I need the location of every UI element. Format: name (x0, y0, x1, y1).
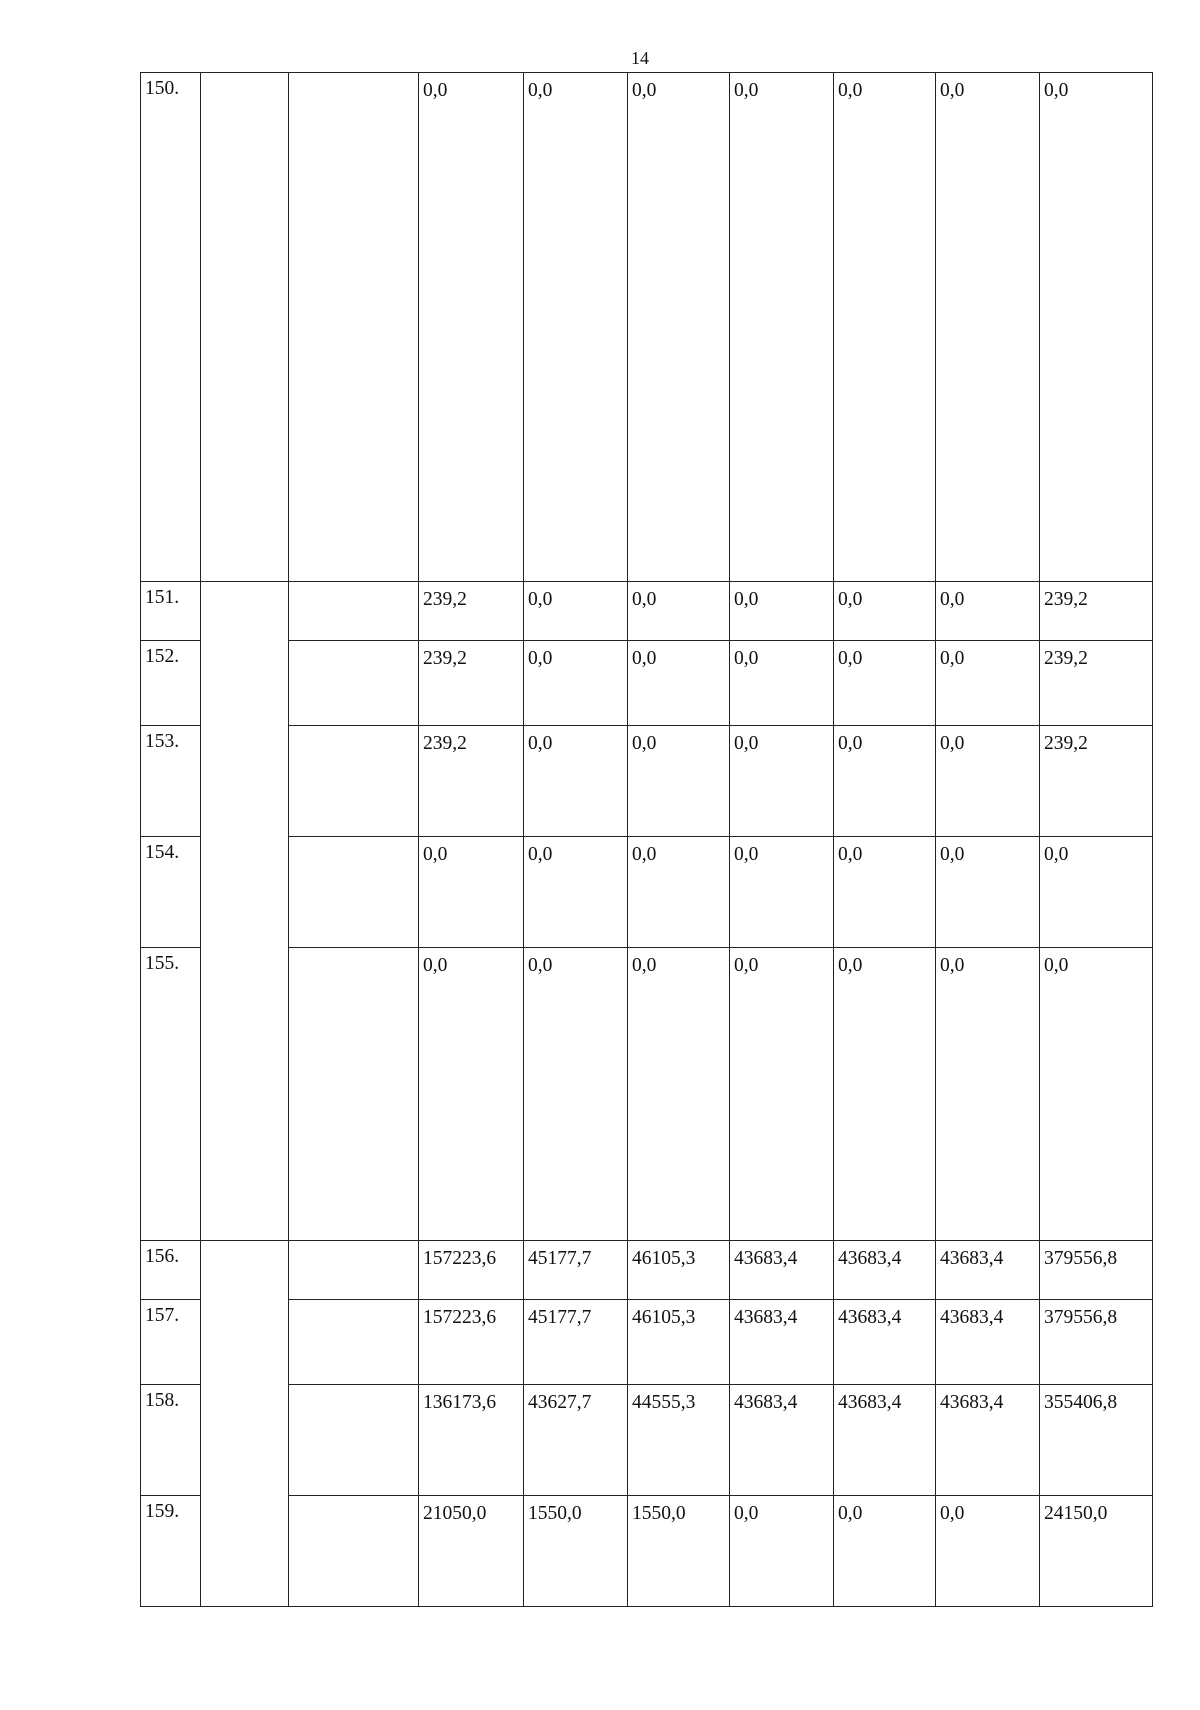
table-row (141, 582, 1153, 641)
funding-source (289, 1300, 419, 1385)
budget-table-body (141, 73, 1153, 1607)
amount-cell: 0,0 (730, 726, 834, 837)
funding-source (289, 948, 419, 1241)
result-name (201, 73, 289, 582)
table-row (141, 641, 1153, 726)
funding-source (289, 837, 419, 948)
row-number: 156. (141, 1241, 201, 1300)
amount-total: 379556,8 (1040, 1241, 1153, 1300)
amount-cell: 157223,6 (419, 1241, 524, 1300)
row-number: 154. (141, 837, 201, 948)
result-name (201, 582, 289, 1241)
amount-cell: 0,0 (628, 73, 730, 582)
amount-cell: 1550,0 (628, 1496, 730, 1607)
amount-cell: 43683,4 (730, 1385, 834, 1496)
funding-source (289, 582, 419, 641)
amount-cell: 0,0 (419, 948, 524, 1241)
funding-source (289, 1496, 419, 1607)
amount-cell: 0,0 (730, 582, 834, 641)
amount-cell: 0,0 (730, 1496, 834, 1607)
amount-cell: 0,0 (628, 582, 730, 641)
amount-cell: 0,0 (628, 641, 730, 726)
amount-total: 239,2 (1040, 582, 1153, 641)
row-number: 157. (141, 1300, 201, 1385)
amount-cell: 136173,6 (419, 1385, 524, 1496)
budget-table (140, 72, 1153, 1607)
amount-cell: 0,0 (524, 948, 628, 1241)
amount-cell: 43627,7 (524, 1385, 628, 1496)
row-number: 151. (141, 582, 201, 641)
funding-source (289, 73, 419, 582)
row-number: 150. (141, 73, 201, 582)
amount-cell: 239,2 (419, 726, 524, 837)
amount-cell: 0,0 (730, 837, 834, 948)
amount-cell: 0,0 (730, 73, 834, 582)
amount-cell: 43683,4 (730, 1300, 834, 1385)
amount-total: 239,2 (1040, 726, 1153, 837)
page-number: 14 (631, 48, 649, 68)
amount-cell: 43683,4 (834, 1300, 936, 1385)
amount-total: 379556,8 (1040, 1300, 1153, 1385)
table-row (141, 73, 1153, 582)
amount-cell: 0,0 (524, 73, 628, 582)
amount-cell: 0,0 (936, 641, 1040, 726)
amount-cell: 0,0 (419, 73, 524, 582)
amount-cell: 0,0 (628, 837, 730, 948)
table-row (141, 1496, 1153, 1607)
amount-cell: 0,0 (730, 641, 834, 726)
table-row (141, 1385, 1153, 1496)
table-row (141, 948, 1153, 1241)
amount-cell: 0,0 (524, 641, 628, 726)
table-row (141, 1300, 1153, 1385)
amount-cell: 0,0 (834, 1496, 936, 1607)
amount-cell: 0,0 (936, 726, 1040, 837)
amount-cell: 1550,0 (524, 1496, 628, 1607)
amount-cell: 157223,6 (419, 1300, 524, 1385)
amount-total: 0,0 (1040, 73, 1153, 582)
row-number: 152. (141, 641, 201, 726)
row-number: 153. (141, 726, 201, 837)
amount-cell: 43683,4 (936, 1241, 1040, 1300)
amount-cell: 0,0 (834, 641, 936, 726)
amount-cell: 0,0 (834, 837, 936, 948)
amount-cell: 0,0 (834, 73, 936, 582)
table-row (141, 837, 1153, 948)
amount-total: 0,0 (1040, 948, 1153, 1241)
result-name (201, 1241, 289, 1607)
amount-total: 239,2 (1040, 641, 1153, 726)
amount-cell: 43683,4 (834, 1385, 936, 1496)
funding-source (289, 641, 419, 726)
row-number: 158. (141, 1385, 201, 1496)
amount-cell: 46105,3 (628, 1300, 730, 1385)
row-number: 155. (141, 948, 201, 1241)
funding-source (289, 1241, 419, 1300)
amount-cell: 0,0 (628, 948, 730, 1241)
amount-cell: 0,0 (936, 837, 1040, 948)
amount-cell: 239,2 (419, 641, 524, 726)
table-row (141, 726, 1153, 837)
amount-total: 0,0 (1040, 837, 1153, 948)
amount-total: 355406,8 (1040, 1385, 1153, 1496)
amount-cell: 43683,4 (730, 1241, 834, 1300)
amount-cell: 43683,4 (936, 1300, 1040, 1385)
funding-source (289, 1385, 419, 1496)
amount-cell: 0,0 (419, 837, 524, 948)
amount-cell: 0,0 (628, 726, 730, 837)
row-number: 159. (141, 1496, 201, 1607)
amount-cell: 0,0 (834, 726, 936, 837)
amount-cell: 45177,7 (524, 1241, 628, 1300)
amount-cell: 0,0 (524, 837, 628, 948)
table-row (141, 1241, 1153, 1300)
amount-cell: 44555,3 (628, 1385, 730, 1496)
amount-cell: 0,0 (936, 73, 1040, 582)
amount-cell: 0,0 (936, 582, 1040, 641)
amount-cell: 21050,0 (419, 1496, 524, 1607)
amount-cell: 0,0 (524, 726, 628, 837)
amount-cell: 0,0 (834, 948, 936, 1241)
amount-cell: 43683,4 (834, 1241, 936, 1300)
amount-cell: 0,0 (730, 948, 834, 1241)
amount-cell: 45177,7 (524, 1300, 628, 1385)
amount-cell: 0,0 (834, 582, 936, 641)
amount-cell: 43683,4 (936, 1385, 1040, 1496)
amount-cell: 46105,3 (628, 1241, 730, 1300)
funding-source (289, 726, 419, 837)
amount-cell: 0,0 (936, 948, 1040, 1241)
amount-total: 24150,0 (1040, 1496, 1153, 1607)
amount-cell: 0,0 (936, 1496, 1040, 1607)
amount-cell: 239,2 (419, 582, 524, 641)
amount-cell: 0,0 (524, 582, 628, 641)
